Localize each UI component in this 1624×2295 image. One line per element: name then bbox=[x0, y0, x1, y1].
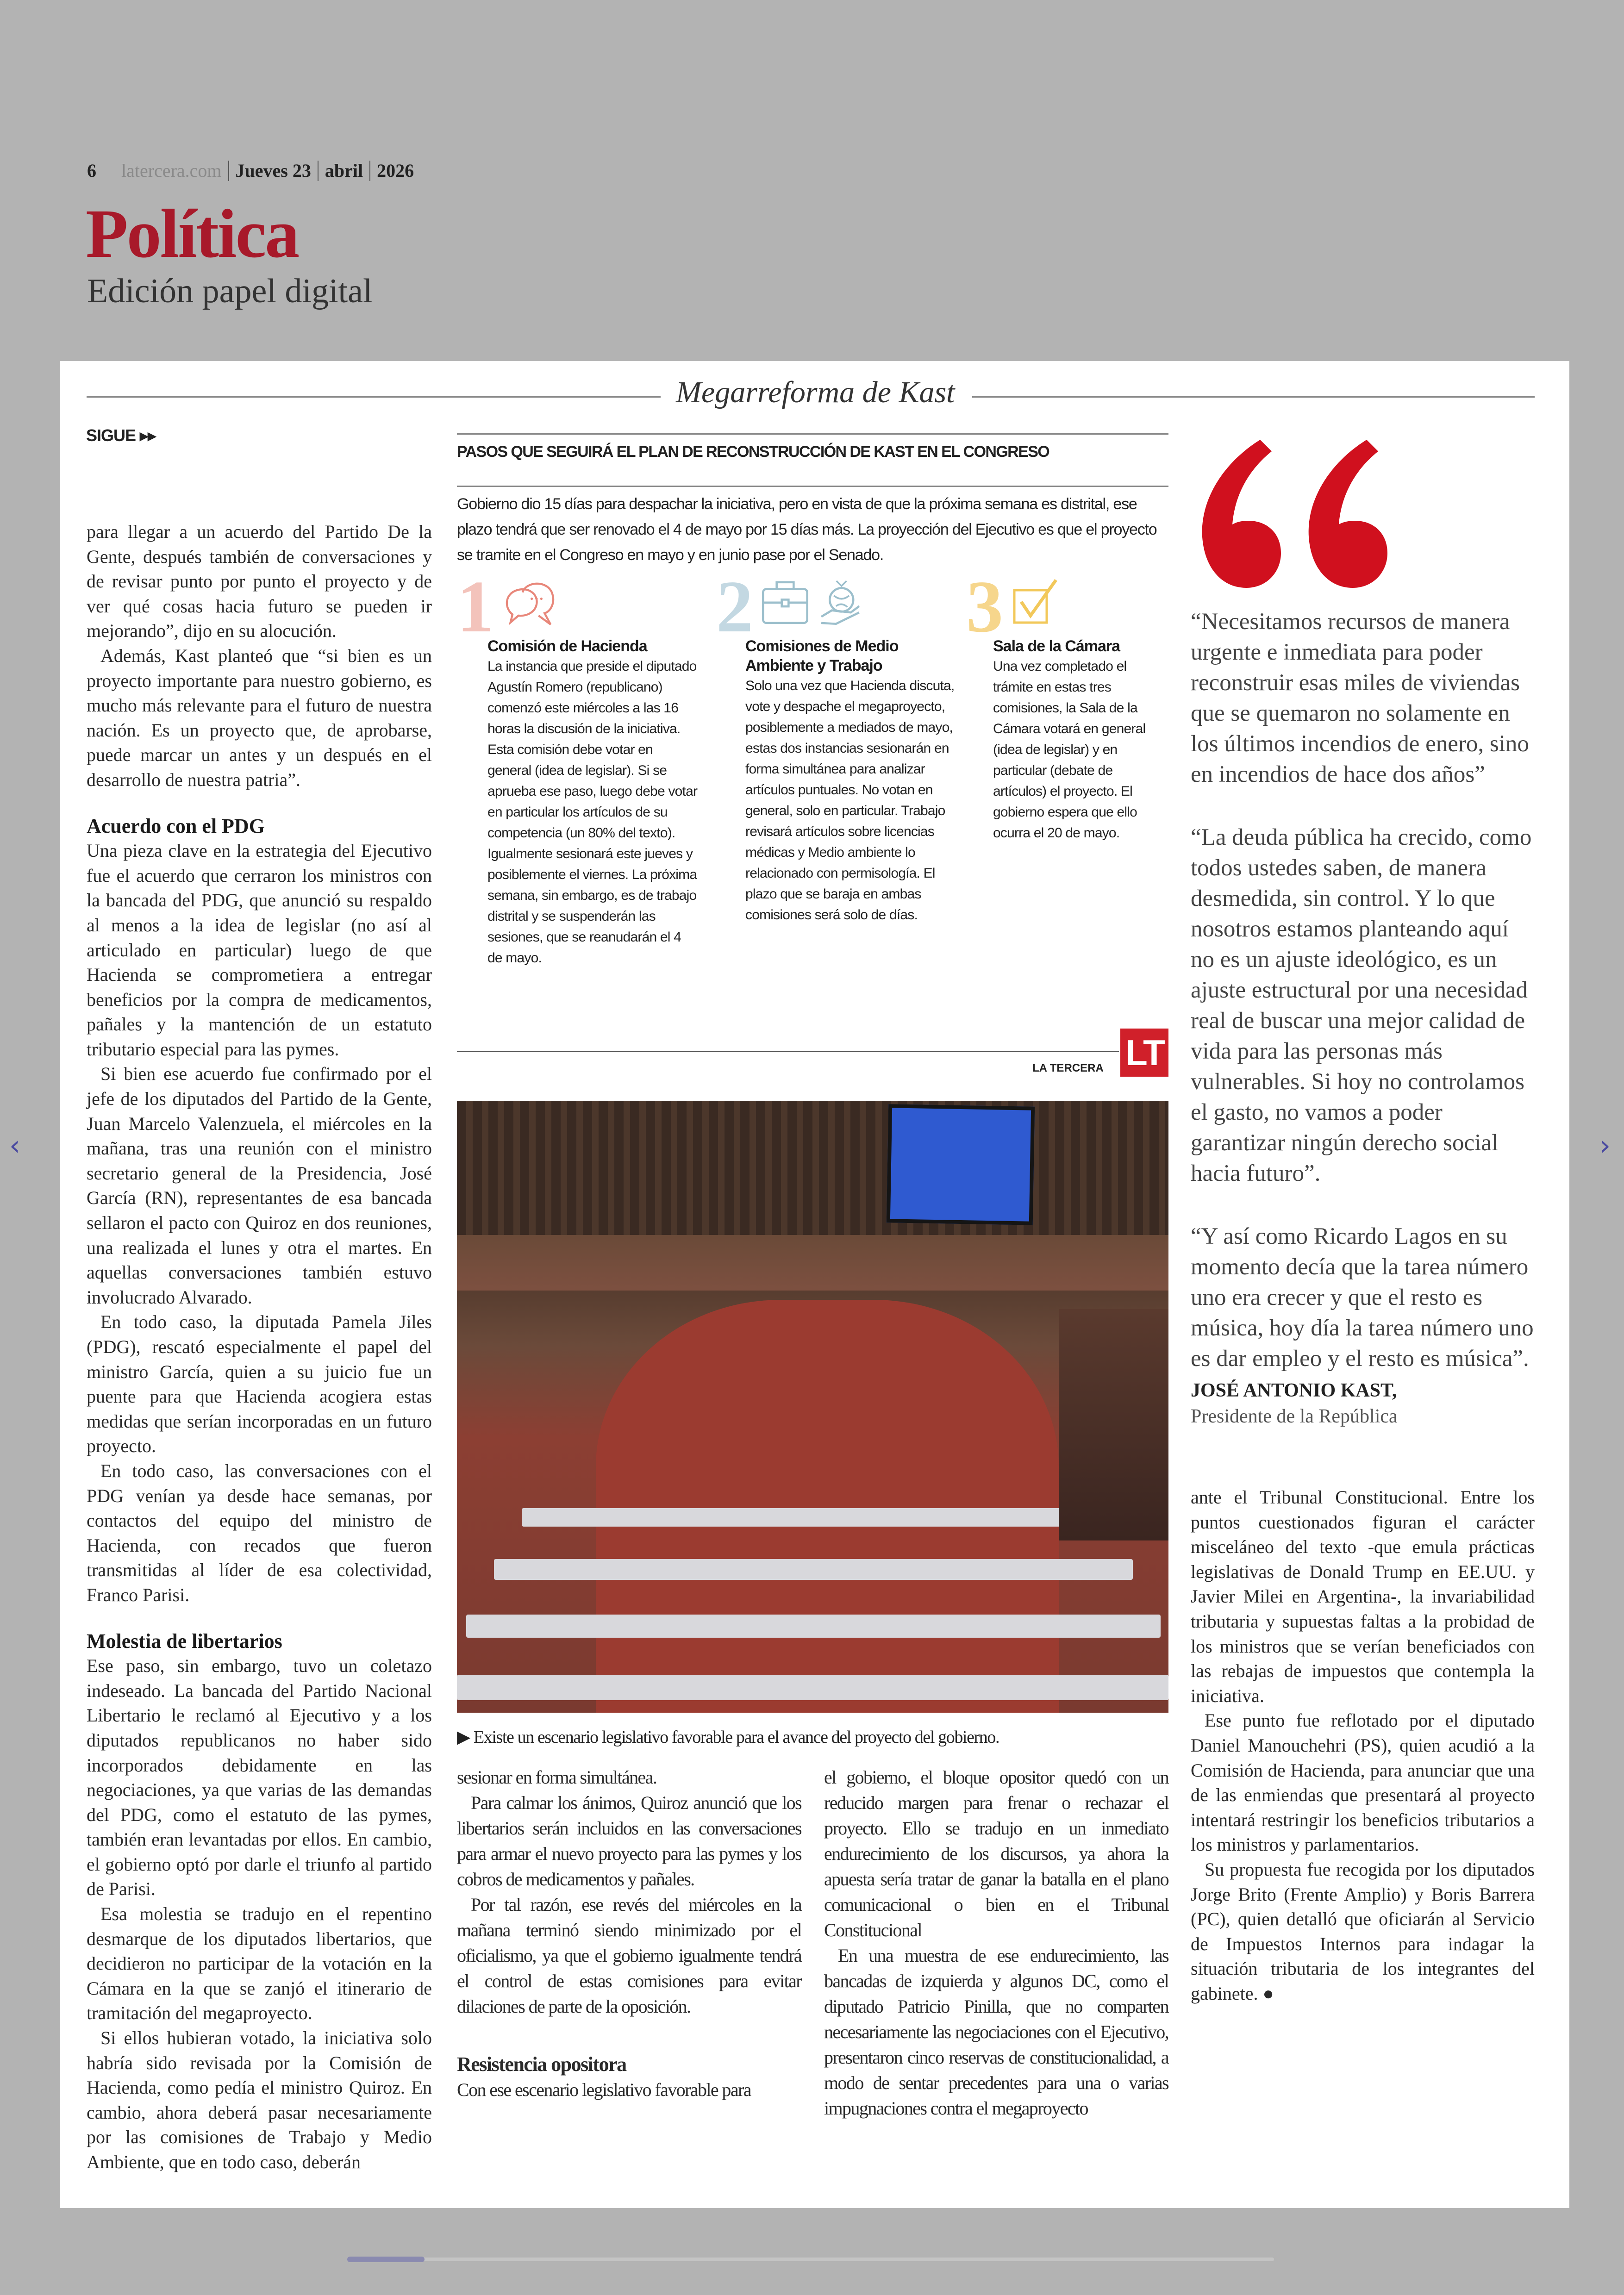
paragraph: para llegar a un acuerdo del Partido De la Gente, después también de conversaciones y de revisar punto por punto el proyecto y de ver qué cosas hacia futuro se pueden ir mejorando”, dijo en su alocución. bbox=[87, 521, 432, 642]
right-column bbox=[1191, 430, 1535, 2006]
divider bbox=[318, 161, 319, 181]
pull-quote-2: “La deuda pública ha crecido, como todos ustedes saben, de manera desmedida, sin control. Y lo que nosotros estamos planteando aquí no es un ajuste ideológico, es un ajuste estructural por una necesidad real de buscar una mejor calidad de vida para las personas más vulnerables. Si hoy no controlamos el gasto, no vamos a poder garantizar ningún derecho social hacia futuro”. bbox=[1191, 824, 1532, 1186]
desk-row bbox=[494, 1559, 1133, 1580]
infographic-title: PASOS QUE SEGUIRÁ EL PLAN DE RECONSTRUCCIÓN DE KAST EN EL CONGRESO bbox=[457, 443, 1049, 461]
infographic-credit: LA TERCERA bbox=[1032, 1062, 1104, 1074]
kicker-rule-right bbox=[972, 396, 1535, 398]
paragraph bbox=[1191, 1708, 1535, 1857]
quote-author: JOSÉ ANTONIO KAST, bbox=[1191, 1380, 1397, 1401]
next-page-button[interactable]: › bbox=[1599, 1129, 1611, 1162]
paragraph: Ese paso, sin embargo, tuvo un coletazo indeseado. La bancada del Partido Nacional Libertario le reclamó al Ejecutivo y a los diputados republicanos no haber sido incorporados debidamente en las negociaciones, ya que varias de las demandas del PDG, como el estatuto de las pymes, también eran levantadas por ellos. En cambio, el gobierno optó por darle el triunfo al partido de Parisi. bbox=[87, 1655, 432, 1900]
paragraph: Esa molestia se tradujo en el repentino desmarque de los diputados libertarios, que decidieron no participar de la votación en la Cámara en la que se zanjó el itinerario de tramitación del megaproyecto. bbox=[87, 1903, 432, 2024]
step-header bbox=[716, 565, 966, 648]
checkbox-icon bbox=[1010, 576, 1061, 627]
paragraph: En una muestra de ese endurecimiento, las bancadas de izquierda y algunos DC, como el diputado Patricio Pinilla, que no comparten necesariamente las negociaciones con el Ejecutivo, presentaron cinco reservas de constitucionalidad, a modo de sentar precedentes para una o varias impugnaciones contra el megaproyecto bbox=[824, 1945, 1168, 2119]
step-2 bbox=[716, 565, 966, 968]
article-column-4 bbox=[1191, 1485, 1535, 2006]
step-number-1: 1 bbox=[457, 565, 494, 648]
infographic-steps bbox=[457, 565, 1168, 968]
article-column-2 bbox=[457, 1765, 801, 2102]
gallery bbox=[457, 1235, 1168, 1291]
page-number: 6 bbox=[87, 160, 96, 181]
step-number-2: 2 bbox=[716, 565, 753, 648]
section-title: Política bbox=[86, 195, 299, 272]
chamber-photo bbox=[457, 1101, 1168, 1713]
paragraph: sesionar en forma simultánea. bbox=[457, 1767, 657, 1788]
page-scrollbar-thumb[interactable] bbox=[347, 2257, 425, 2262]
briefcase-icon bbox=[760, 576, 811, 627]
paragraph: Para calmar los ánimos, Quiroz anunció que los libertarios serán incluidos en las conversaciones para armar el nuevo proyecto para las pymes y los cobros de medicamentos y pañales. bbox=[457, 1792, 801, 1890]
desk-row bbox=[457, 1675, 1168, 1700]
paragraph-text: Su propuesta fue recogida por los diputados Jorge Brito (Frente Amplio) y Boris Barrera (PC), quien detalló que oficiarán al Servicio de Impuestos Internos para indagar la situación tributaria de los integrantes del gabinete. bbox=[1191, 1858, 1535, 2004]
pull-quote-1: “Necesitamos recursos de manera urgente e inmediata para poder reconstruir esas miles de viviendas que se quemaron no solamente en los últimos incendios de enero, sino en incendios de hace dos años” bbox=[1191, 609, 1529, 787]
infographic-intro: Gobierno dio 15 días para despachar la iniciativa, pero en vista de que la próxima semana es distrital, ese plazo tendrá que ser renovado el 4 de mayo por 15 días más. La proyección del Ejecutivo es que el proyecto se tramite en el Congreso en mayo y en junio pase por el Senado. bbox=[457, 495, 1157, 564]
step-3 bbox=[966, 565, 1168, 968]
article-column-3 bbox=[824, 1765, 1168, 2121]
step-title-1: Comisión de Hacienda bbox=[487, 637, 647, 655]
paragraph: Por tal razón, ese revés del miércoles en la mañana terminó siendo minimizado por el oficialismo, ya que el gobierno igualmente tendrá el control de estas comisiones para evitar dilaciones de parte de la oposición. bbox=[457, 1894, 801, 2017]
quote-author-role: Presidente de la República bbox=[1191, 1406, 1398, 1427]
globe-in-hand-icon bbox=[817, 576, 863, 632]
infographic-rule bbox=[457, 1051, 1119, 1052]
issue-year: 2026 bbox=[377, 160, 414, 181]
paragraph: Una pieza clave en la estrategia del Ejecutivo fue el acuerdo que cerraron los ministros con la bancada del PDG, que anunció su respaldo al menos a la idea de legislar (no así al articulado en particular) luego de que Hacienda se comprometiera a entregar beneficios por la compra de medicamentos, pañales y la mantención de un estatuto tributario especial para las pymes. bbox=[87, 840, 432, 1060]
subheading: Molestia de libertarios bbox=[87, 1629, 282, 1653]
paragraph: Con ese escenario legislativo favorable para bbox=[457, 2079, 751, 2100]
side-benches bbox=[1059, 1309, 1168, 1540]
step-title-2: Comisiones de Medio Ambiente y Trabajo bbox=[745, 637, 899, 674]
desk-row bbox=[522, 1508, 1105, 1527]
speech-bubbles-icon bbox=[500, 576, 561, 636]
la-tercera-logo: LT bbox=[1120, 1029, 1168, 1077]
article-column-1 bbox=[87, 519, 432, 2175]
infographic-body bbox=[457, 492, 1168, 968]
caption-arrow-icon: ▶ bbox=[457, 1727, 474, 1747]
end-bullet-icon: ● bbox=[1262, 1983, 1274, 2004]
paragraph: En todo caso, la diputada Pamela Jiles (PDG), rescató especialmente el papel del ministro García, quien a su juicio fue un puente para que Hacienda acogiera estas medidas que serían incorporadas en un futuro proyecto. bbox=[87, 1311, 432, 1457]
infographic-title-bar bbox=[457, 433, 1168, 487]
paragraph: Además, Kast planteó que “si bien es un proyecto importante para nuestro gobierno, es mucho más relevante para el futuro de nuestra nación. Es un proyecto que, de aprobarse, puede marcar un antes y un después en el desarrollo de nuestra patria”. bbox=[87, 645, 432, 790]
paragraph bbox=[1191, 1857, 1535, 2006]
step-1 bbox=[457, 565, 716, 968]
step-text-1: La instancia que preside el diputado Agustín Romero (republicano) comenzó este miércoles a las 16 horas la discusión de la iniciativa. Esta comisión debe votar en general (idea de legislar). Si se aprueba ese paso, luego debe votar en particular los artículos de su competencia (un 80% del texto). Igualmente sesionará este jueves y posiblemente el viernes. La próxima semana, sin embargo, es de trabajo distrital y se suspenderán las sesiones, que se reanudarán el 4 de mayo. bbox=[487, 659, 698, 966]
divider bbox=[228, 161, 229, 181]
kicker-rule-left bbox=[87, 396, 661, 398]
section-subtitle: Edición papel digital bbox=[87, 272, 373, 310]
red-carpet bbox=[596, 1300, 1059, 1713]
step-text-3: Una vez completado el trámite en estas tres comisiones, la Sala de la Cámara votará en general (idea de legislar) y en particular (debate de artículos) el proyecto. El gobierno espera que ello ocurra el 20 de mayo. bbox=[993, 659, 1146, 841]
issue-month: abril bbox=[325, 160, 363, 181]
continued-label: SIGUE ▸▸ bbox=[86, 426, 156, 445]
paragraph: el gobierno, el bloque opositor quedó con un reducido margen para frenar o rechazar el proyecto. Ello se tradujo en un inmediato endurecimiento de los discursos, ya ahora la apuesta sería tratar de ganar la batalla en el plano comunicacional o bien en el Tribunal Constitucional bbox=[824, 1767, 1168, 1940]
step-number-3: 3 bbox=[966, 565, 1003, 648]
step-title-3: Sala de la Cámara bbox=[993, 637, 1120, 655]
issue-meta bbox=[87, 160, 414, 181]
caption-text: Existe un escenario legislativo favorable para el avance del proyecto del gobierno. bbox=[473, 1727, 999, 1747]
desk-row bbox=[466, 1615, 1161, 1638]
paragraph: Si bien ese acuerdo fue confirmado por el jefe de los diputados del Partido de la Gente, Juan Marcelo Valenzuela, el miércoles en la mañana, tras una reunión con el ministro secretario general de la Presidencia, José García (RN), representantes de esa bancada sellaron el pacto con Quiroz en dos reuniones, una realizada el lunes y otra el martes. En aquellas conversaciones también estuvo involucrado Alvarado. bbox=[87, 1063, 432, 1308]
subheading: Acuerdo con el PDG bbox=[87, 814, 265, 837]
step-text-2: Solo una vez que Hacienda discuta, vote y despache el megaproyecto, posiblemente a mediados de mayo, estas dos instancias sesionarán en forma simultánea para analizar artículos puntuales. No votan en general, solo en particular. Trabajo revisará artículos sobre licencias médicas y Medio ambiente lo relacionado con permisología. El plazo que se baraja en ambas comisiones será solo de días. bbox=[745, 678, 955, 923]
photo-caption bbox=[457, 1727, 999, 1747]
chamber-screen bbox=[887, 1104, 1035, 1225]
paragraph: ante el Tribunal Constitucional. Entre los puntos cuestionados figuran el carácter misceláneo del texto -que emula prácticas legislativas de Donald Trump en EE.UU. y Javier Milei en Argentina-, la invariabilidad tributaria y supuestas faltas a la probidad de los ministros que se verían beneficiados con las rebajas de impuestos que contempla la iniciativa. bbox=[1191, 1487, 1535, 1706]
page-scrollbar[interactable] bbox=[347, 2258, 1274, 2261]
wood-paneling bbox=[457, 1101, 1168, 1240]
article-kicker: Megarreforma de Kast bbox=[676, 375, 955, 409]
issue-weekday: Jueves 23 bbox=[235, 160, 311, 181]
previous-page-button[interactable]: ‹ bbox=[9, 1129, 20, 1162]
site-name: latercera.com bbox=[121, 160, 222, 181]
paragraph: En todo caso, las conversaciones con el PDG venían ya desde hace semanas, por contactos del equipo del ministro de Hacienda, con recados que fueron transmitidas al líder de esa colectividad, Franco Parisi. bbox=[87, 1460, 432, 1605]
divider bbox=[369, 161, 370, 181]
subheading: Resistencia opositora bbox=[457, 2053, 626, 2076]
paragraph-text: Ese punto fue reflotado por el diputado Daniel Manouchehri (PS), quien acudió a la Comisión de Hacienda, para anunciar que una de las enmiendas que presentará al proyecto intentará restringir los beneficios tributarios a los ministros y parlamentarios. bbox=[1191, 1710, 1535, 1855]
paragraph: Si ellos hubieran votado, la iniciativa solo habría sido revisada por la Comisión de Hacienda, como pedía el ministro Quiroz. En cambio, ahora deberá pasar necesariamente por las comisiones de Trabajo y Medio Ambiente, que en todo caso, deberán bbox=[87, 2027, 432, 2172]
pull-quote-3: “Y así como Ricardo Lagos en su momento decía que la tarea número uno era crecer y que el resto es música, hoy día la tarea número uno es dar empleo y el resto es música”. bbox=[1191, 1223, 1534, 1372]
quote-mark-icon bbox=[1191, 430, 1394, 606]
